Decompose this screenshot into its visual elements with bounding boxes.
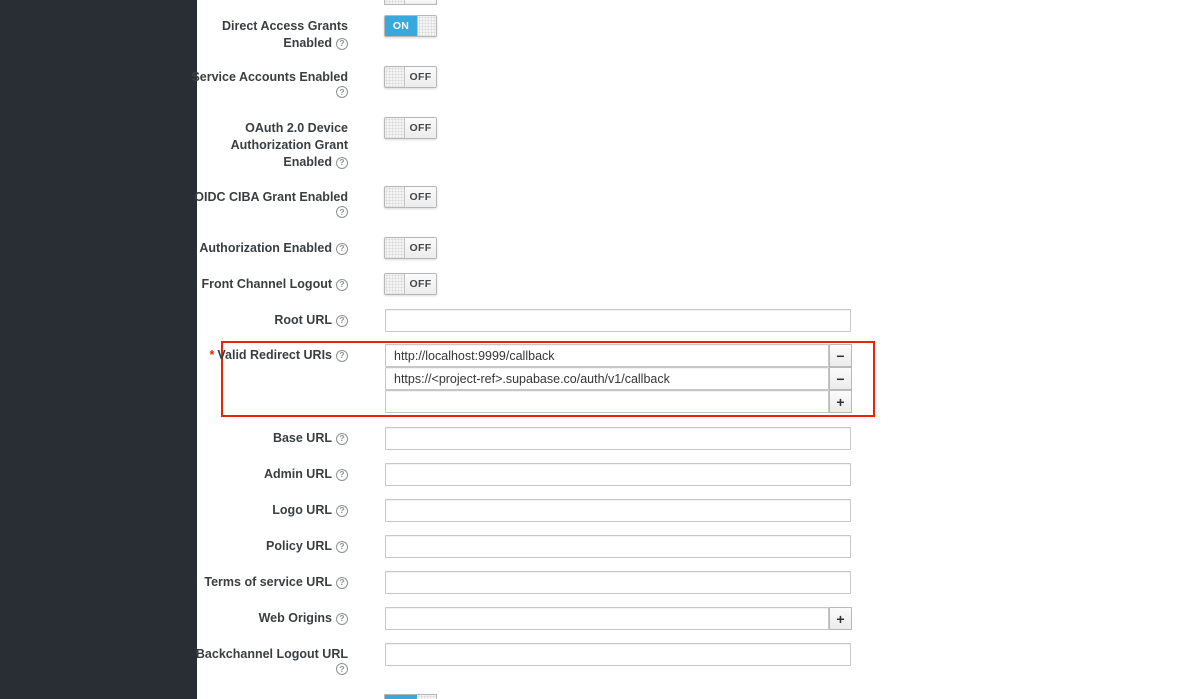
plus-icon: + [836, 610, 845, 627]
add-redirect-uri-button[interactable] [829, 390, 852, 413]
admin-url-input[interactable] [385, 463, 851, 486]
terms-of-service-url-input[interactable] [385, 571, 851, 594]
toggle-service-accounts[interactable] [384, 66, 437, 88]
field-label-admin-url [196, 466, 348, 483]
label-text: Policy URL [266, 539, 332, 553]
redirect-uri-row [385, 344, 852, 367]
help-icon[interactable]: ? [336, 505, 348, 517]
help-icon[interactable]: ? [336, 206, 348, 218]
label-text: OAuth 2.0 Device [245, 121, 348, 135]
redirect-uri-row [385, 367, 852, 390]
root-url-input[interactable] [385, 309, 851, 332]
field-label-terms-of-service-url [196, 574, 348, 591]
help-icon[interactable]: ? [336, 433, 348, 445]
minus-icon: − [836, 370, 845, 387]
toggle-direct-access-grants[interactable] [384, 15, 437, 37]
help-icon[interactable]: ? [336, 613, 348, 625]
label-text: Root URL [274, 313, 332, 327]
toggle-off-label: OFF [405, 118, 436, 138]
label-text: Authorization Enabled [199, 241, 332, 255]
toggle-on-label: ON [385, 16, 417, 36]
field-label-backchannel-logout-url [196, 646, 348, 675]
field-label-base-url [196, 430, 348, 447]
toggle-front-channel-logout[interactable] [384, 273, 437, 295]
label-text: Valid Redirect URIs [217, 348, 332, 362]
field-label-oidc-ciba-grant [196, 189, 348, 218]
toggle-handle [385, 0, 405, 4]
label-text: OIDC CIBA Grant Enabled [194, 190, 348, 204]
plus-icon: + [836, 393, 845, 410]
help-icon[interactable]: ? [336, 243, 348, 255]
toggle-handle [385, 118, 405, 138]
toggle-off-label: OFF [405, 238, 436, 258]
field-label-front-channel-logout [196, 276, 348, 293]
label-text: Enabled [283, 36, 332, 50]
toggle-oauth-device-grant[interactable] [384, 117, 437, 139]
label-text: Logo URL [272, 503, 332, 517]
redirect-uri-input-2[interactable] [385, 367, 829, 390]
help-icon[interactable]: ? [336, 541, 348, 553]
label-text: Front Channel Logout [201, 277, 332, 291]
toggle-authorization-enabled[interactable] [384, 237, 437, 259]
help-icon[interactable]: ? [336, 86, 348, 98]
toggle-handle [385, 187, 405, 207]
logo-url-input[interactable] [385, 499, 851, 522]
label-text: Service Accounts Enabled [191, 70, 348, 84]
label-text: Terms of service URL [204, 575, 332, 589]
minus-icon: − [836, 347, 845, 364]
clipped-toggle-bottom[interactable] [384, 694, 437, 699]
field-label-valid-redirect-uris [196, 347, 348, 364]
redirect-uri-input-new[interactable] [385, 390, 829, 413]
help-icon[interactable]: ? [336, 663, 348, 675]
help-icon[interactable]: ? [336, 350, 348, 362]
help-icon[interactable]: ? [336, 315, 348, 327]
clipped-toggle-top[interactable] [384, 0, 437, 5]
label-text: Enabled [283, 155, 332, 169]
toggle-handle [385, 238, 405, 258]
required-asterisk: * [209, 348, 215, 362]
help-icon[interactable]: ? [336, 157, 348, 169]
remove-redirect-uri-button[interactable] [829, 367, 852, 390]
redirect-uri-row [385, 390, 852, 413]
field-label-direct-access-grants [196, 18, 348, 52]
add-web-origin-button[interactable] [829, 607, 852, 630]
toggle-oidc-ciba-grant[interactable] [384, 186, 437, 208]
label-text: Authorization Grant [230, 138, 348, 152]
field-label-policy-url [196, 538, 348, 555]
toggle-handle [385, 67, 405, 87]
toggle-handle [417, 16, 436, 36]
web-origins-row [385, 607, 852, 630]
toggle-off-label: OFF [405, 187, 436, 207]
toggle-off-label: OFF [405, 67, 436, 87]
redirect-uri-input-1[interactable] [385, 344, 829, 367]
toggle-handle [417, 695, 436, 699]
sidebar-nav [0, 0, 197, 699]
help-icon[interactable]: ? [336, 38, 348, 50]
field-label-logo-url [196, 502, 348, 519]
label-text: Admin URL [263, 467, 332, 481]
toggle-off-label: OFF [405, 274, 436, 294]
help-icon[interactable]: ? [336, 469, 348, 481]
help-icon[interactable]: ? [336, 577, 348, 589]
base-url-input[interactable] [385, 427, 851, 450]
field-label-authorization-enabled [196, 240, 348, 257]
label-text: Base URL [272, 431, 332, 445]
policy-url-input[interactable] [385, 535, 851, 558]
label-text: Web Origins [258, 611, 332, 625]
field-label-oauth-device-grant [196, 120, 348, 171]
field-label-service-accounts [191, 69, 348, 98]
field-label-web-origins [196, 610, 348, 627]
help-icon[interactable]: ? [336, 279, 348, 291]
toggle-off-area [405, 0, 436, 4]
remove-redirect-uri-button[interactable] [829, 344, 852, 367]
web-origins-input[interactable] [385, 607, 829, 630]
field-label-root-url [196, 312, 348, 329]
label-text: Direct Access Grants [222, 19, 348, 33]
label-text: Backchannel Logout URL [195, 647, 348, 661]
toggle-on-area [385, 695, 417, 699]
toggle-handle [385, 274, 405, 294]
backchannel-logout-url-input[interactable] [385, 643, 851, 666]
